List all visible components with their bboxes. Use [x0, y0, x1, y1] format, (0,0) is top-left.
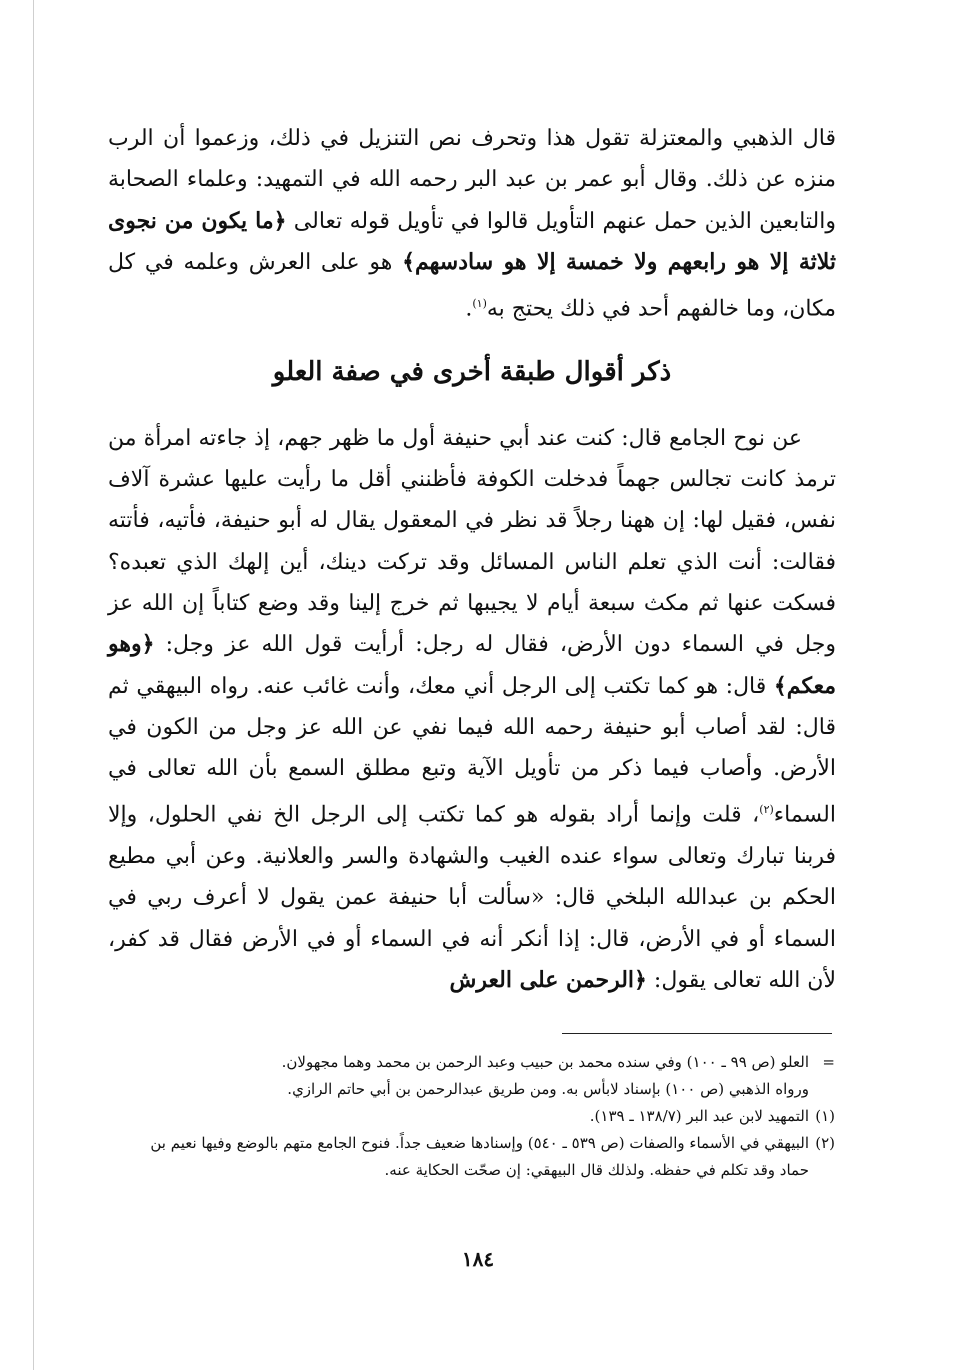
paragraph-2-text-c: ، قلت وإنما أراد بقوله هو كما تكتب إلى الرجل الخ نفي الحلول، وإلا فربنا تبارك وتعالى سواء عنده الغيب والشهادة والسر والعلانية. وعن أبي مطيع الحكم بن عبدالله البلخي قال: «سألت أبا حنيفة عمن يقول لا أعرف ربي في السماء أو في الأرض، قال: إذا أنكر أنه في السماء أو في الأرض فقال قد كفر، لأن الله تعالى يقول:: [108, 802, 836, 993]
scan-edge-line: [33, 0, 34, 1370]
footnote-item: [140, 1103, 835, 1130]
footnote-ref-2: (٢): [759, 803, 774, 817]
footnote-item: [140, 1049, 835, 1076]
page-number: ١٨٤: [461, 1247, 495, 1271]
section-heading: ذكر أقوال طبقة أخرى في صفة العلو: [272, 356, 672, 387]
quran-verse-3: ﴿الرحمن على العرش: [449, 967, 647, 993]
footnote-item: [140, 1076, 835, 1103]
paragraph-2-text-b: قال: هو كما تكتب إلى الرجل أني معك، وأنت غائب عنه. رواه البيهقي ثم قال: لقد أصاب أبو حنيفة رحمه الله فيما نفي عن الله عز وجل من الكون في الأرض. وأصاب فيما ذكر من تأويل الآية وتبع مطلق السمع بأن الله تعالى في السماء: [108, 673, 836, 828]
footnote-mark: =: [822, 1053, 835, 1071]
paragraph-1-text-b: هو على العرش وعلمه في كل مكان، وما خالفهم أحد في ذلك يحتج به: [108, 249, 836, 322]
footnotes: [140, 1049, 835, 1184]
footnote-text: العلو (ص ٩٩ ـ ١٠٠) وفي سنده محمد بن حبيب وعبد الرحمن بن محمد وهما مجهولان.: [281, 1053, 809, 1071]
paragraph-2-text-a: عن نوح الجامع قال: كنت عند أبي حنيفة أول ما ظهر جهم، إذ جاءته امرأة من ترمذ كانت تجالس جهماً فدخلت الكوفة فأظنني أقل ما رأيت عليها عشرة آلاف نفس، فقيل لها: إن ههنا رجلاً قد نظر في المعقول يقال له أبو حنيفة، فأتيه، فأتته فقالت: أنت الذي تعلم الناس المسائل وقد تركت دينك، أين إلهك الذي تعبده؟ فسكت عنها ثم مكث سبعة أيام لا يجيبها ثم خرج إلينا وقد وضع كتاباً إن الله عز وجل في السماء دون الأرض، فقال له رجل: أرأيت قول الله عز وجل:: [108, 425, 836, 658]
footnote-text: البيهقي في الأسماء والصفات (ص ٥٣٩ ـ ٥٤٠) وإسنادها ضعيف جداً. فنوح الجامع متهم بالوضع وفيها نعيم بن حماد وقد تكلم في حفظه. ولذلك قال البيهقي: إن صحّت الحكاية عنه.: [150, 1134, 809, 1179]
footnote-text: التمهيد لابن عبد البر (١٣٨/٧ ـ ١٣٩).: [589, 1107, 809, 1125]
footnote-mark: (١): [815, 1107, 835, 1125]
footnote-mark: [809, 1076, 835, 1103]
paragraph-1: [108, 118, 836, 330]
footnote-text: ورواه الذهبي (ص ١٠٠) بإسناد لابأس به. ومن طريق عبدالرحمن بن أبي حاتم الرازي.: [287, 1080, 809, 1098]
quran-verse-2: ﴿وهو معكم﴾: [108, 631, 836, 699]
footnote-ref-1: (١): [472, 297, 487, 311]
paragraph-2: [108, 418, 836, 1001]
page-body: [108, 118, 836, 1001]
quran-verse-1: ﴿ما يكون من نجوى ثلاثة إلا هو رابعهم ولا خمسة إلا هو سادسهم﴾: [108, 207, 836, 275]
footnote-mark: (٢): [815, 1134, 835, 1152]
paragraph-1-text-a: قال الذهبي والمعتزلة تقول هذا وتحرف نص التنزيل في ذلك، وزعموا أن الرب منزه عن ذلك. وقال أبو عمر بن عبد البر رحمه الله في التمهيد: وعلماء الصحابة والتابعين الذين حمل عنهم التأويل قالوا في تأويل قوله تعالى: [108, 126, 837, 234]
paragraph-1-end: .: [465, 296, 473, 322]
footnote-item: [140, 1130, 835, 1184]
footnote-separator: [562, 1033, 832, 1034]
